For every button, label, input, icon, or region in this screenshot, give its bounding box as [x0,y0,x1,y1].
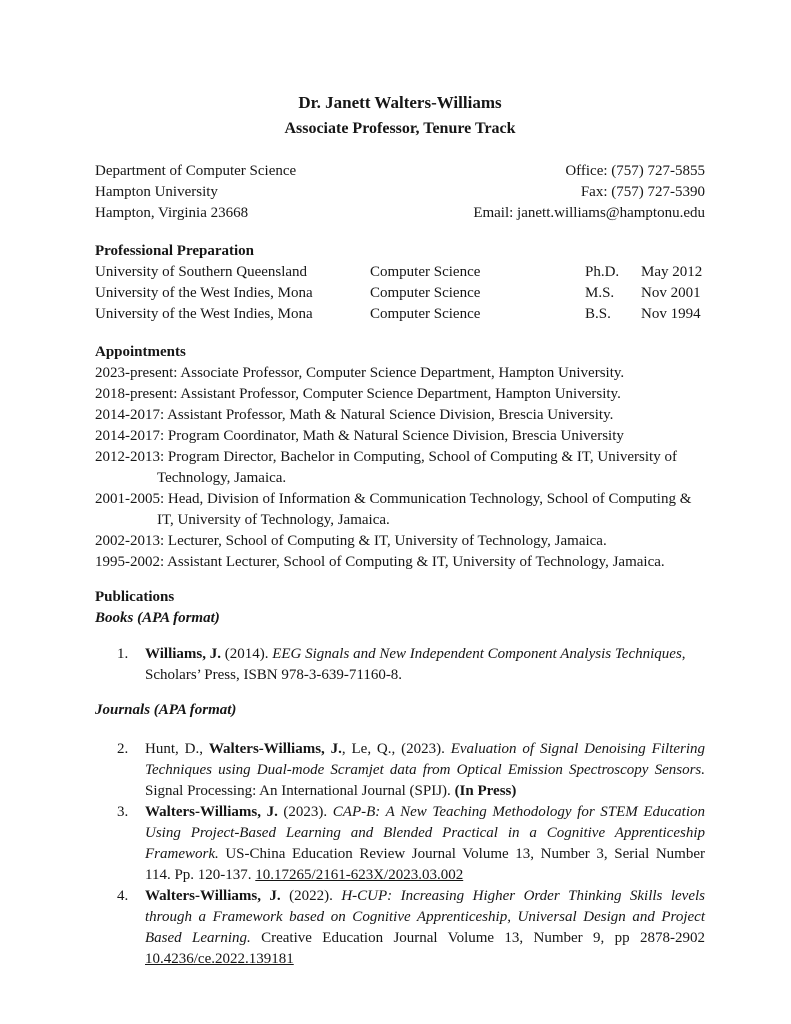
appointments-heading: Appointments [95,344,186,360]
publication-segment: US-China Education Review Journal Volume 13, Number 3, Serial Number 114. Pp. 120-137. [145,846,705,883]
contact-right-column [473,161,705,224]
appointment-item: 2001-2005: Head, Division of Information & Communication Technology, School of Computing & IT, University of Technology, Jamaica. [95,491,692,528]
doi-link[interactable]: 10.17265/2161-623X/2023.03.002 [255,867,464,883]
publication-segment: Hunt, D., [145,741,209,757]
contact-address: Hampton, Virginia 23668 [95,205,249,221]
contact-office-phone: Office: (757) 727-5855 [565,163,705,179]
publication-segment: Walters-Williams, J. [145,804,278,820]
appointment-item: 2002-2013: Lecturer, School of Computing & IT, University of Technology, Jamaica. [95,533,607,549]
prep-date: Nov 1994 [641,306,701,322]
publication-segment: Creative Education Journal Volume 13, Number 9, pp 2878-2902 [250,930,705,946]
page-title: Dr. Janett Walters-Williams [298,93,502,112]
appointment-item: 2014-2017: Program Coordinator, Math & Natural Science Division, Brescia University [95,428,624,444]
appointments-list [95,363,705,573]
publication-text [145,886,705,970]
prep-degree: B.S. [585,306,611,322]
books-list [95,644,705,686]
publication-number: 3. [117,804,129,820]
prep-field: Computer Science [370,306,481,322]
publication-number: 1. [117,646,129,662]
publication-segment: , Scholars’ Press, ISBN 978-3-639-71160-8. [145,646,686,683]
appointments-section [95,342,705,573]
publication-text [145,739,705,802]
publication-segment: Walters-Williams, J. [145,888,281,904]
prep-field: Computer Science [370,264,481,280]
contact-fax: Fax: (757) 727-5390 [580,184,705,200]
publication-item [95,739,705,802]
doi-link[interactable]: 10.4236/ce.2022.139181 [145,951,294,967]
publication-segment: (2022). [280,888,342,904]
publication-segment: (2014). [220,646,273,662]
publications-section [95,587,705,970]
publication-item [95,644,705,686]
professional-preparation-table [95,262,705,325]
appointment-item: 2023-present: Associate Professor, Computer Science Department, Hampton University. [95,365,625,381]
prep-field: Computer Science [370,285,481,301]
journals-subheading: Journals (APA format) [95,702,237,718]
prep-row [95,283,705,304]
publication-item [95,886,705,970]
publication-text [145,644,705,686]
contact-block [95,161,705,224]
job-title: Associate Professor, Tenure Track [284,120,516,137]
appointment-item: 2014-2017: Assistant Professor, Math & Natural Science Division, Brescia University. [95,407,614,423]
prep-date: Nov 2001 [641,285,701,301]
appointment-item: 2012-2013: Program Director, Bachelor in Computing, School of Computing & IT, University of Technology, Jamaica. [95,449,677,486]
contact-left-column [95,161,296,224]
publication-segment: Evaluation of Signal Denoising Filtering Techniques using Dual-mode Scramjet data from Optical Emission Spectroscopy Sensors. [145,741,705,778]
professional-preparation-section [95,241,705,325]
appointment-item: 2018-present: Assistant Professor, Computer Science Department, Hampton University. [95,386,621,402]
prep-institution: University of the West Indies, Mona [95,306,313,322]
books-subheading: Books (APA format) [95,610,220,626]
publication-segment: EEG Signals and New Independent Component Analysis Techniques [272,646,682,662]
appointment-item: 1995-2002: Assistant Lecturer, School of Computing & IT, University of Technology, Jamaica. [95,554,665,570]
publication-segment: Williams, J. [145,646,221,662]
publication-item [95,802,705,886]
prep-institution: University of the West Indies, Mona [95,285,313,301]
publication-segment: Walters-Williams, J. [208,741,342,757]
journals-list [95,739,705,970]
publication-segment: , Le, Q., (2023). [341,741,451,757]
publication-segment: CAP-B: A New Teaching Methodology for STEM Education Using Project-Based Learning and Blended Practical in a Cognitive Apprenticeship Framework. [145,804,706,862]
publication-number: 2. [117,741,129,757]
publication-segment: (In Press) [454,783,517,799]
contact-department: Department of Computer Science [95,163,297,179]
publication-text [145,802,705,886]
publication-segment: Signal Processing: An International Journal (SPIJ). [145,783,455,799]
publications-heading: Publications [95,589,175,605]
professional-preparation-heading: Professional Preparation [95,243,255,259]
prep-row [95,304,705,325]
publication-segment: (2023). [277,804,333,820]
contact-university: Hampton University [95,184,218,200]
prep-date: May 2012 [641,264,703,280]
prep-degree: M.S. [585,285,615,301]
prep-degree: Ph.D. [585,264,620,280]
contact-email: Email: janett.williams@hamptonu.edu [473,205,705,221]
publication-number: 4. [117,888,129,904]
publication-segment: H-CUP: Increasing Higher Order Thinking Skills levels through a Framework based on Cognitive Apprenticeship, Universal Design and Project Based Learning. [145,888,705,946]
prep-institution: University of Southern Queensland [95,264,308,280]
prep-row [95,262,705,283]
